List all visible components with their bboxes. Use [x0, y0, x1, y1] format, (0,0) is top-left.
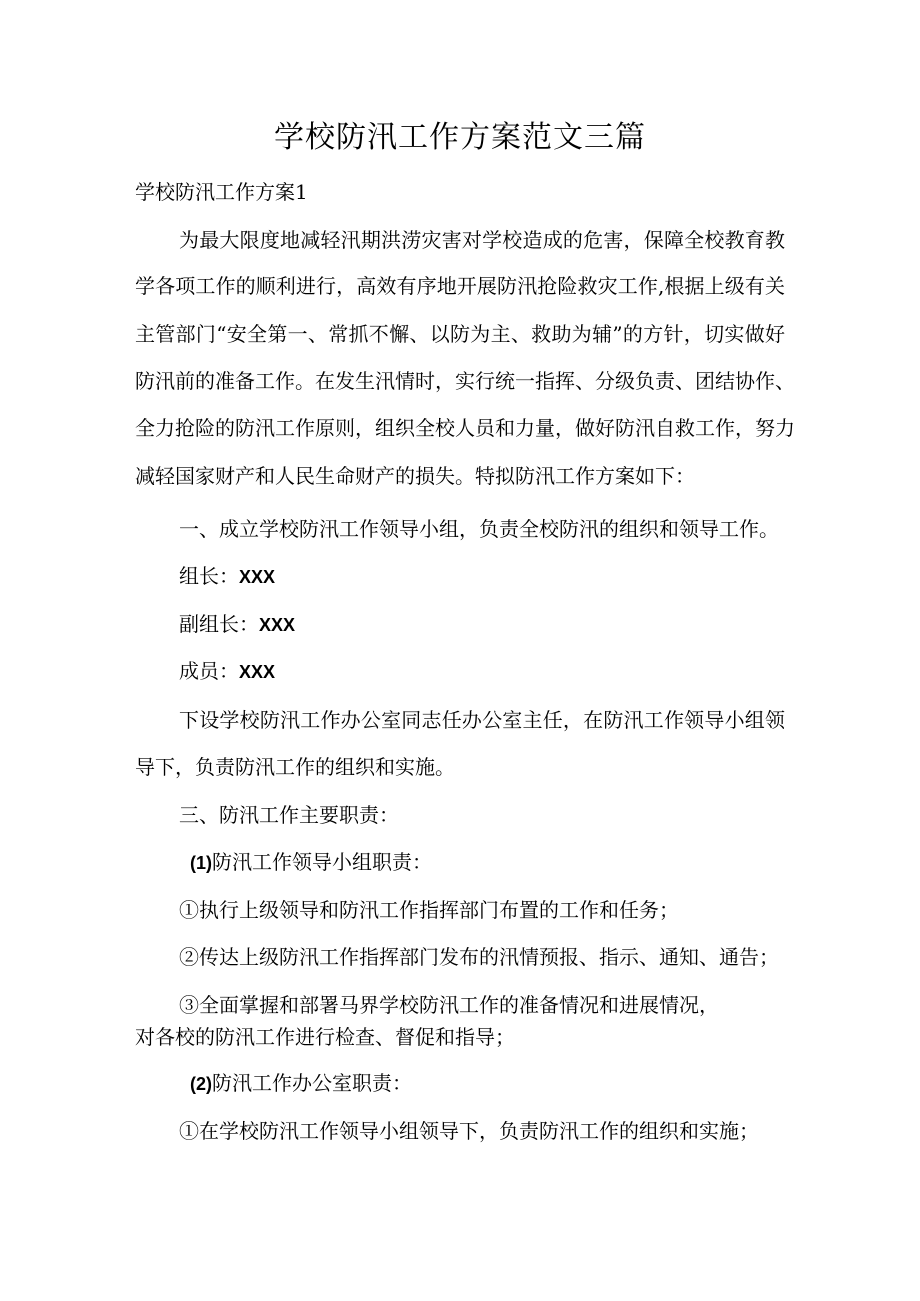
- intro-line-2: 学各项工作的顺利进行，高效有序地开展防汛抢险救灾工作,根据上级有关: [135, 274, 785, 298]
- section-heading: 学校防汛工作方案1: [135, 180, 308, 204]
- duty-1-title: 防汛工作领导小组职责：: [212, 850, 432, 874]
- document-title: 学校防汛工作方案范文三篇: [274, 120, 646, 155]
- office-line-2: 导下，负责防汛工作的组织和实施。: [135, 755, 455, 779]
- duty-1-item-2: ②传达上级防汛工作指挥部门发布的汛情预报、指示、通知、通告；: [179, 945, 779, 969]
- duty-1-item-3a: ③全面掌握和部署马界学校防汛工作的准备情况和进展情况，: [179, 993, 719, 1017]
- member-value: XXX: [239, 662, 276, 682]
- leader-value: XXX: [239, 567, 276, 587]
- duty-2-number: (2): [190, 1074, 212, 1094]
- leader-label: 组长：: [179, 564, 239, 588]
- office-line-1: 下设学校防汛工作办公室同志任办公室主任，在防汛工作领导小组领: [179, 708, 785, 732]
- intro-line-6: 减轻国家财产和人民生命财产的损失。特拟防汛工作方案如下：: [135, 464, 695, 488]
- deputy-line: [179, 610, 295, 639]
- duty-1-heading: [190, 848, 432, 877]
- section-1-heading: 一、成立学校防汛工作领导小组，负责全校防汛的组织和领导工作。: [179, 517, 779, 541]
- duty-1-item-3b: 对各校的防汛工作进行检查、督促和指导；: [135, 1025, 515, 1049]
- intro-line-5: 全力抢险的防汛工作原则，组织全校人员和力量，做好防汛自救工作，努力: [135, 416, 795, 440]
- leader-line: [179, 562, 275, 591]
- intro-line-3: 主管部门“安全第一、常抓不懈、以防为主、救助为辅”的方针，切实做好: [135, 322, 785, 346]
- member-label: 成员：: [179, 659, 239, 683]
- deputy-label: 副组长：: [179, 612, 259, 636]
- duty-2-heading: [190, 1069, 412, 1098]
- duty-1-number: (1): [190, 853, 212, 873]
- duty-2-title: 防汛工作办公室职责：: [212, 1071, 412, 1095]
- intro-line-1: 为最大限度地减轻汛期洪涝灾害对学校造成的危害，保障全校教育教: [179, 228, 785, 252]
- section-3-heading: 三、防汛工作主要职责：: [179, 803, 399, 827]
- duty-1-item-1: ①执行上级领导和防汛工作指挥部门布置的工作和任务；: [179, 898, 679, 922]
- deputy-value: XXX: [259, 615, 296, 635]
- intro-line-4: 防汛前的准备工作。在发生汛情时，实行统一指挥、分级负责、团结协作、: [135, 369, 795, 393]
- member-line: [179, 657, 275, 686]
- duty-2-item-1: ①在学校防汛工作领导小组领导下，负责防汛工作的组织和实施；: [179, 1119, 759, 1143]
